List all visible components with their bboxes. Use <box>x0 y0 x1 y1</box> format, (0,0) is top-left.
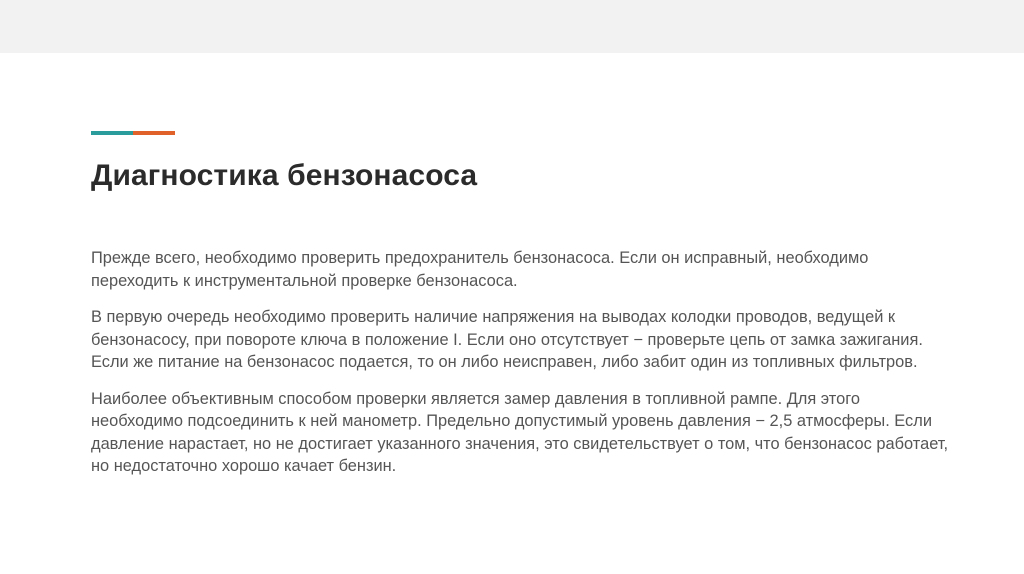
accent-orange-segment <box>133 131 175 135</box>
top-band <box>0 0 1024 53</box>
title-accent-bar <box>91 131 175 135</box>
accent-teal-segment <box>91 131 133 135</box>
slide-body <box>91 247 951 492</box>
paragraph-fuse-check: Прежде всего, необходимо проверить предохранитель бензонасоса. Если он исправный, необходимо переходить к инструментальной проверке бензонасоса. <box>91 249 869 290</box>
paragraph-voltage-check: В первую очередь необходимо проверить наличие напряжения на выводах колодки проводов, ведущей к бензонасосу, при повороте ключа в положение I. Если оно отсутствует − проверьте цепь от замка зажигания. Если же питание на бензонасос подается, то он либо неисправен, либо забит один из топливных фильтров. <box>91 308 923 371</box>
slide-title: Диагностика бензонасоса <box>91 159 478 192</box>
paragraph-pressure-check: Наиболее объективным способом проверки является замер давления в топливной рампе. Для этого необходимо подсоединить к ней манометр. Предельно допустимый уровень давления − 2,5 атмосферы. Если давление нарастает, но не достигает указанного значения, это свидетельствует о том, что бензонасос работает, но недостаточно хорошо качает бензин. <box>91 389 949 475</box>
slide <box>0 53 1024 574</box>
